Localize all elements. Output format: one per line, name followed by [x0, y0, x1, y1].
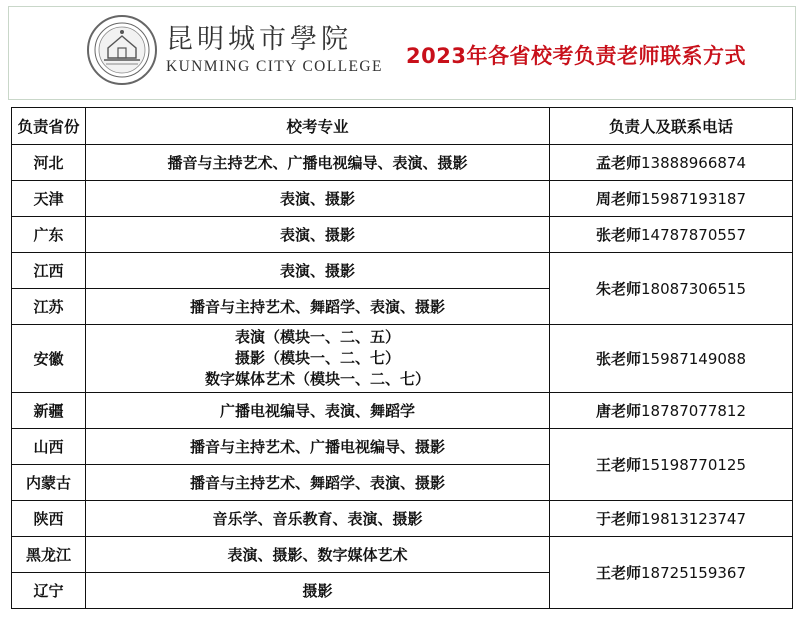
- major-cell: 播音与主持艺术、广播电视编导、摄影: [86, 429, 550, 465]
- teacher-name: 朱老师: [596, 280, 642, 298]
- major-cell: 表演、摄影: [86, 181, 550, 217]
- column-header-major: 校考专业: [86, 108, 550, 145]
- province-cell: 江西: [12, 253, 86, 289]
- major-cell: 播音与主持艺术、广播电视编导、表演、摄影: [86, 145, 550, 181]
- province-cell: 广东: [12, 217, 86, 253]
- college-logo: [86, 10, 386, 90]
- major-line: 数字媒体艺术（模块一、二、七）: [204, 370, 430, 388]
- table-row: [12, 325, 793, 393]
- major-cell: 音乐学、音乐教育、表演、摄影: [86, 501, 550, 537]
- contact-cell: [550, 537, 793, 609]
- teacher-name: 唐老师: [596, 402, 642, 420]
- province-cell: 山西: [12, 429, 86, 465]
- column-header-contact: 负责人及联系电话: [550, 108, 793, 145]
- major-cell: 摄影: [86, 573, 550, 609]
- college-seal-icon: [86, 14, 158, 86]
- table-row: [12, 181, 793, 217]
- teacher-name: 于老师: [596, 510, 642, 528]
- phone-number: 15198770125: [641, 456, 746, 474]
- teacher-name: 周老师: [596, 190, 642, 208]
- teacher-name: 张老师: [596, 226, 642, 244]
- contact-cell: [550, 217, 793, 253]
- table-row: [12, 253, 793, 289]
- table-row: [12, 429, 793, 465]
- table-row: [12, 393, 793, 429]
- phone-number: 18087306515: [641, 280, 746, 298]
- college-name-cn: 昆明城市學院: [166, 24, 352, 55]
- contact-table: [11, 107, 793, 609]
- major-cell: 表演、摄影、数字媒体艺术: [86, 537, 550, 573]
- teacher-name: 王老师: [596, 456, 642, 474]
- phone-number: 18725159367: [641, 564, 746, 582]
- province-cell: 辽宁: [12, 573, 86, 609]
- teacher-name: 孟老师: [596, 154, 642, 172]
- phone-number: 19813123747: [641, 510, 746, 528]
- table-row: [12, 217, 793, 253]
- contact-cell: [550, 501, 793, 537]
- major-cell: 播音与主持艺术、舞蹈学、表演、摄影: [86, 465, 550, 501]
- contact-cell: [550, 325, 793, 393]
- major-cell: 播音与主持艺术、舞蹈学、表演、摄影: [86, 289, 550, 325]
- page-title: 2023年各省校考负责老师联系方式: [406, 44, 746, 68]
- province-cell: 安徽: [12, 325, 86, 393]
- province-cell: 黑龙江: [12, 537, 86, 573]
- phone-number: 15987149088: [641, 350, 746, 368]
- contact-cell: [550, 429, 793, 501]
- phone-number: 14787870557: [641, 226, 746, 244]
- major-cell: 表演、摄影: [86, 217, 550, 253]
- contact-cell: [550, 253, 793, 325]
- teacher-name: 张老师: [596, 350, 642, 368]
- contact-cell: [550, 181, 793, 217]
- table-row: [12, 537, 793, 573]
- major-cell: 表演、摄影: [86, 253, 550, 289]
- province-cell: 新疆: [12, 393, 86, 429]
- province-cell: 天津: [12, 181, 86, 217]
- major-cell: 广播电视编导、表演、舞蹈学: [86, 393, 550, 429]
- teacher-name: 王老师: [596, 564, 642, 582]
- column-header-province: 负责省份: [12, 108, 86, 145]
- table-header-row: [12, 108, 793, 145]
- major-line: 摄影（模块一、二、七）: [234, 349, 400, 367]
- province-cell: 河北: [12, 145, 86, 181]
- province-cell: 陕西: [12, 501, 86, 537]
- contact-cell: [550, 145, 793, 181]
- phone-number: 13888966874: [641, 154, 746, 172]
- contact-cell: [550, 393, 793, 429]
- phone-number: 18787077812: [641, 402, 746, 420]
- college-name-en: KUNMING CITY COLLEGE: [166, 58, 383, 75]
- major-line: 表演（模块一、二、五）: [234, 328, 400, 346]
- province-cell: 内蒙古: [12, 465, 86, 501]
- table-row: [12, 501, 793, 537]
- table-row: [12, 145, 793, 181]
- major-cell: [86, 325, 550, 393]
- phone-number: 15987193187: [641, 190, 746, 208]
- province-cell: 江苏: [12, 289, 86, 325]
